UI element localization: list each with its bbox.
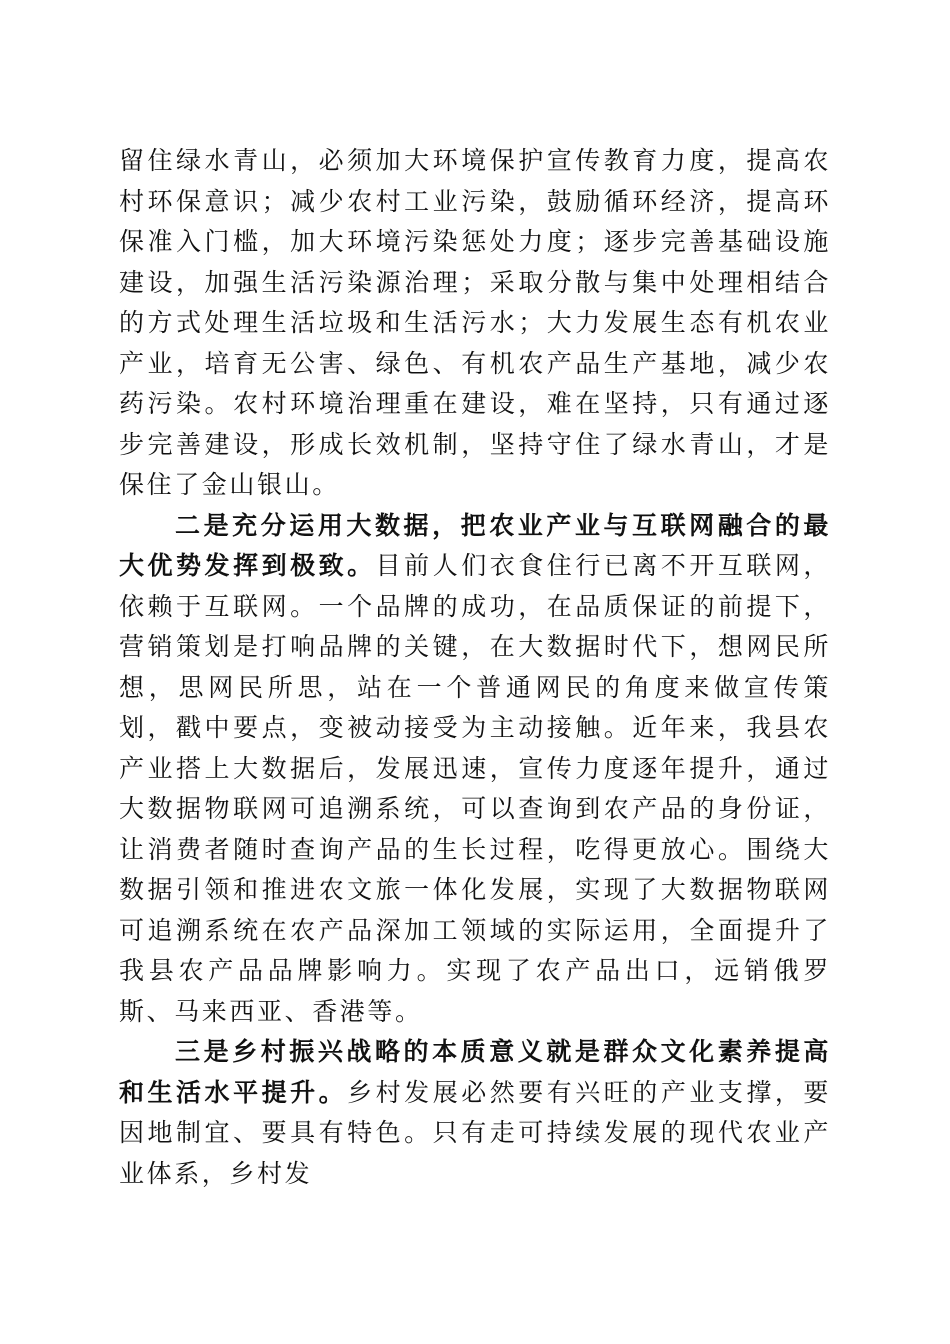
paragraph-text: 留住绿水青山，必须加大环境保护宣传教育力度，提高农村环保意识；减少农村工业污染，鼓励循环经济，提高环保准入门槛，加大环境污染惩处力度；逐步完善基础设施建设，加强生活污染源治理；采取分散与集中处理相结合的方式处理生活垃圾和生活污水；大力发展生态有机农业产业，培育无公害、绿色、有机农产品生产基地，减少农药污染。农村环境治理重在建设，难在坚持，只有通过逐步完善建设，形成长效机制，坚持守住了绿水青山，才是保住了金山银山。 [119, 146, 831, 499]
paragraph-lead: 三是乡村振兴战略的本质意义就是群众文化素养提高和生活水平提升。 [119, 1037, 831, 1107]
paragraph-rural-revitalization [119, 1032, 831, 1194]
document-body [119, 141, 831, 1194]
paragraph-lead: 二是充分运用大数据，把农业产业与互联网融合的最大优势发挥到极致。 [119, 510, 831, 580]
paragraph-big-data [119, 506, 831, 1033]
paragraph-text: 目前人们衣食住行已离不开互联网，依赖于互联网。一个品牌的成功，在品质保证的前提下，营销策划是打响品牌的关键，在大数据时代下，想网民所想，思网民所思，站在一个普通网民的角度来做宣传策划，戳中要点，变被动接受为主动接触。近年来，我县农产业搭上大数据后，发展迅速，宣传力度逐年提升，通过大数据物联网可追溯系统，可以查询到农产品的身份证，让消费者随时查询产品的生长过程，吃得更放心。围绕大数据引领和推进农文旅一体化发展，实现了大数据物联网可追溯系统在农产品深加工领域的实际运用，全面提升了我县农产品品牌影响力。实现了农产品出口，远销俄罗斯、马来西亚、香港等。 [119, 551, 831, 1026]
paragraph-environment [119, 141, 831, 506]
paragraph-text: 乡村发展必然要有兴旺的产业支撑，要因地制宜、要具有特色。只有走可持续发展的现代农业产业体系，乡村发 [119, 1077, 831, 1188]
